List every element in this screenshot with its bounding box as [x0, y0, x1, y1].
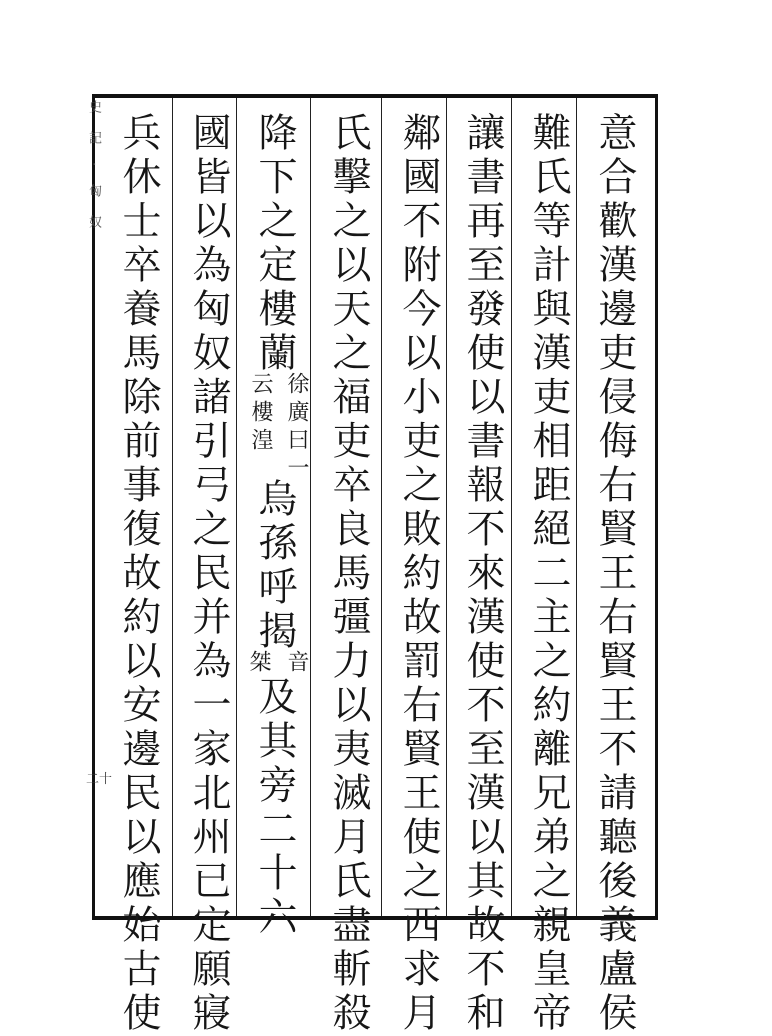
- text-column-4: 鄰國不附今以小吏之敗約故罰右賢王使之西求月: [396, 112, 441, 1036]
- commentary-note-b: 音: [284, 650, 309, 678]
- column-rule: [511, 98, 512, 916]
- column-rule: [576, 98, 577, 916]
- column-rule: [446, 98, 447, 916]
- column-rule: [310, 98, 311, 916]
- text-column-2: 難氏等計與漢吏相距絕二主之約離兄弟之親皇帝: [526, 112, 571, 1036]
- text-column-7: 國皆以為匈奴諸引弓之民并為一家北州已定願寢: [186, 112, 231, 1036]
- margin-title: 史記·匈奴: [86, 100, 101, 247]
- text-column-6-tail: 及其旁二十六: [252, 676, 297, 940]
- column-rule: [172, 98, 173, 916]
- commentary-note-a2: 云樓湟: [248, 372, 273, 456]
- text-column-1: 意合歡漢邊吏侵侮右賢王右賢王不請聽後義盧侯: [592, 112, 637, 1036]
- text-column-5: 氏擊之以天之福吏卒良馬彊力以夷滅月氏盡斬殺: [326, 112, 371, 1036]
- text-column-6-head: 降下之定樓蘭: [252, 112, 297, 376]
- text-column-6-mid: 烏孫呼揭: [252, 478, 297, 654]
- commentary-note-b2: 桀: [246, 650, 271, 678]
- column-rule: [236, 98, 237, 916]
- commentary-note-a: 徐廣曰一: [284, 372, 309, 484]
- page-number: 二十: [86, 772, 113, 787]
- text-column-3: 讓書再至發使以書報不來漢使不至漢以其故不和: [460, 112, 505, 1036]
- column-rule: [381, 98, 382, 916]
- text-column-8: 兵休士卒養馬除前事復故約以安邊民以應始古使: [116, 112, 161, 1036]
